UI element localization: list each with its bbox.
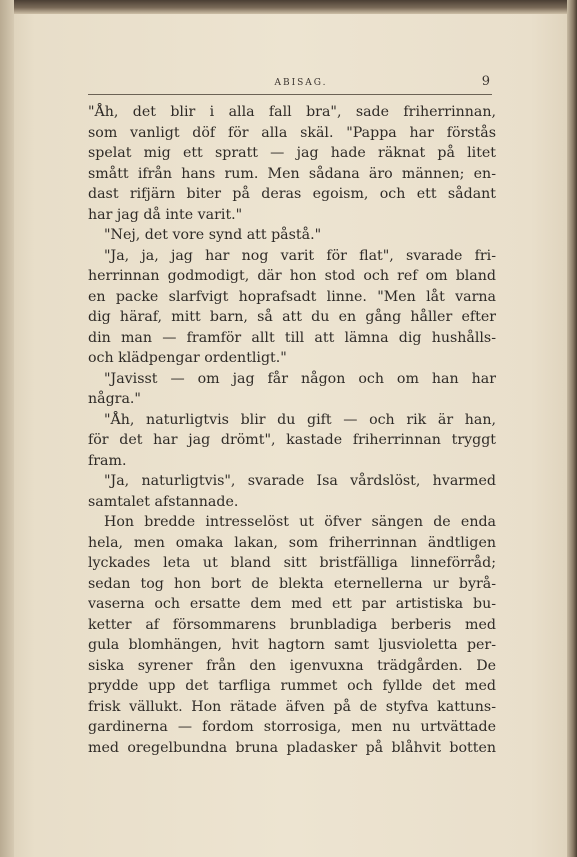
text-line: sedan tog hon bort de blekta eternellerna ur byrå- (88, 575, 496, 592)
page-number: 9 (481, 74, 490, 89)
text-line: fram. (88, 452, 127, 469)
text-line: gula blomhängen, hvit hagtorn samt ljusvioletta per- (88, 637, 496, 653)
text-line: några." (88, 391, 141, 407)
page-left-edge (0, 0, 14, 857)
text-line: Hon bredde intresselöst ut öfver sängen de enda (104, 514, 496, 530)
text-line: samtalet afstannade. (88, 493, 239, 510)
body-text (88, 102, 496, 758)
text-line: "Åh, det blir i alla fall bra", sade friherrinnan, (88, 104, 496, 120)
text-line: en packe slarfvigt hoprafsadt linne. "Men låt varna (88, 288, 496, 305)
text-line: och klädpengar ordentligt." (88, 350, 287, 366)
running-head: ABISAG. (274, 78, 328, 88)
text-line: "Ja, ja, jag har nog varit för flat", svarade fri- (104, 247, 496, 264)
text-line: vaserna och ersatte dem med ett par artistiska bu- (88, 596, 496, 612)
text-line: "Åh, naturligtvis blir du gift — och rik är han, (104, 411, 496, 428)
text-line: dast rifjärn biter på deras egoism, och ett sådant (88, 186, 496, 202)
text-line: din man — framför allt till att lämna dig hushålls- (88, 329, 496, 346)
page-right-edge (567, 0, 577, 857)
text-line: "Javisst — om jag får någon och om han har (104, 370, 496, 387)
text-line: spelat mig ett spratt — jag hade räknat på litet (88, 145, 496, 161)
text-line: "Ja, naturligtvis", svarade Isa vårdslöst, hvarmed (104, 473, 496, 489)
text-line: frisk vällukt. Hon rätade äfven på de styfva kattuns- (88, 698, 496, 715)
text-line: har jag då inte varit." (88, 206, 243, 223)
text-line: hela, men omaka lakan, som friherrinnan ändtligen (88, 534, 496, 551)
text-line: med oregelbundna bruna pladasker på blåhvit botten (88, 739, 496, 756)
page-header (88, 74, 492, 95)
text-line: prydde upp det tarfliga rummet och fyllde det med (88, 678, 496, 694)
text-line: ketter af försommarens brunbladiga berberis med (88, 616, 496, 633)
book-binding-edge (0, 0, 577, 14)
text-line: gardinerna — fordom storrosiga, men nu urtvättade (88, 719, 496, 735)
text-line: smått ifrån hans rum. Men sådana äro männen; en- (88, 165, 496, 182)
text-line: dig häraf, mitt barn, så att du en gång håller efter (88, 309, 496, 325)
text-line: herrinnan godmodigt, där hon stod och ref om bland (88, 268, 496, 284)
text-line: siska syrener från den igenvuxna trädgården. De (88, 657, 496, 674)
text-line: "Nej, det vore synd att påstå." (104, 227, 322, 243)
text-line: som vanligt döf för alla skäl. "Pappa har förstås (88, 124, 496, 141)
text-line: lyckades leta ut bland sitt bristfälliga linneförråd; (88, 555, 496, 571)
text-line: för det har jag drömt", kastade friherrinnan tryggt (88, 432, 496, 448)
